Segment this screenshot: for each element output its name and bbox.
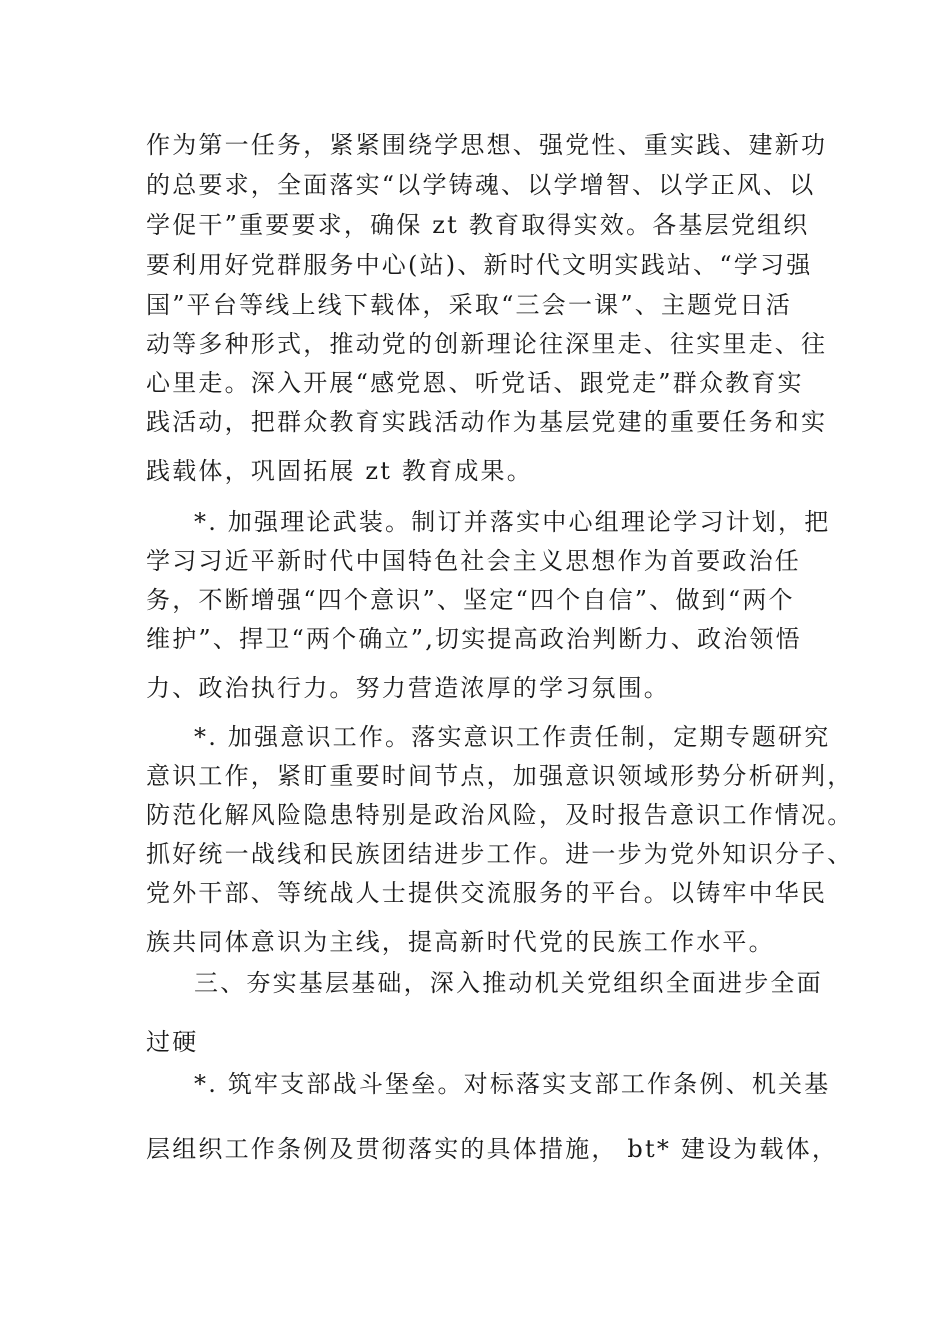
text-line: 的总要求，全面落实“以学铸魂、以学增智、以学正风、以 [146,171,816,199]
text-line: 抓好统一战线和民族团结进步工作。进一步为党外知识分子、 [146,840,854,868]
text-line: 心里走。深入开展“感党恩、听党话、跟党走”群众教育实 [146,369,804,397]
text-line: 族共同体意识为主线，提高新时代党的民族工作水平。 [146,928,775,956]
text-line: 践活动，把群众教育实践活动作为基层党建的重要任务和实 [146,408,828,436]
text-line: 层组织工作条例及贯彻落实的具体措施， bt* 建设为载体， [146,1135,839,1163]
text-line: 党外干部、等统战人士提供交流服务的平台。以铸牢中华民 [146,879,828,907]
text-line: 动等多种形式，推动党的创新理论往深里走、往实里走、往 [146,330,828,358]
text-line: 国”平台等线上线下载体，采取“三会一课”、主题党日活 [146,291,793,319]
text-line: 维护”、捍卫“两个确立”,切实提高政治判断力、政治领悟 [146,625,802,653]
text-line: 要利用好党群服务中心(站)、新时代文明实践站、“学习强 [146,251,813,279]
text-line: 作为第一任务，紧紧围绕学思想、强党性、重实践、建新功 [146,131,828,159]
text-line: 务，不断增强“四个意识”、坚定“四个自信”、做到“两个 [146,586,795,614]
text-line: 防范化解风险隐患特别是政治风险，及时报告意识工作情况。 [146,801,854,829]
text-line: 践载体，巩固拓展 zt 教育成果。 [146,457,533,485]
text-line: 力、政治执行力。努力营造浓厚的学习氛围。 [146,674,670,702]
section-heading-continued: 过硬 [146,1028,199,1056]
paragraph-heading: *. 加强意识工作。落实意识工作责任制，定期专题研究 [194,723,831,751]
section-heading: 三、夯实基层基础，深入推动机关党组织全面进步全面 [194,969,823,997]
paragraph-heading: *. 加强理论武装。制订并落实中心组理论学习计划，把 [194,508,831,536]
text-line: 学促干”重要要求，确保 zt 教育取得实效。各基层党组织 [146,211,810,239]
text-line: 学习习近平新时代中国特色社会主义思想作为首要政治任 [146,547,801,575]
paragraph-heading: *. 筑牢支部战斗堡垒。对标落实支部工作条例、机关基 [194,1070,831,1098]
text-line: 意识工作，紧盯重要时间节点，加强意识领域形势分析研判， [146,762,854,790]
